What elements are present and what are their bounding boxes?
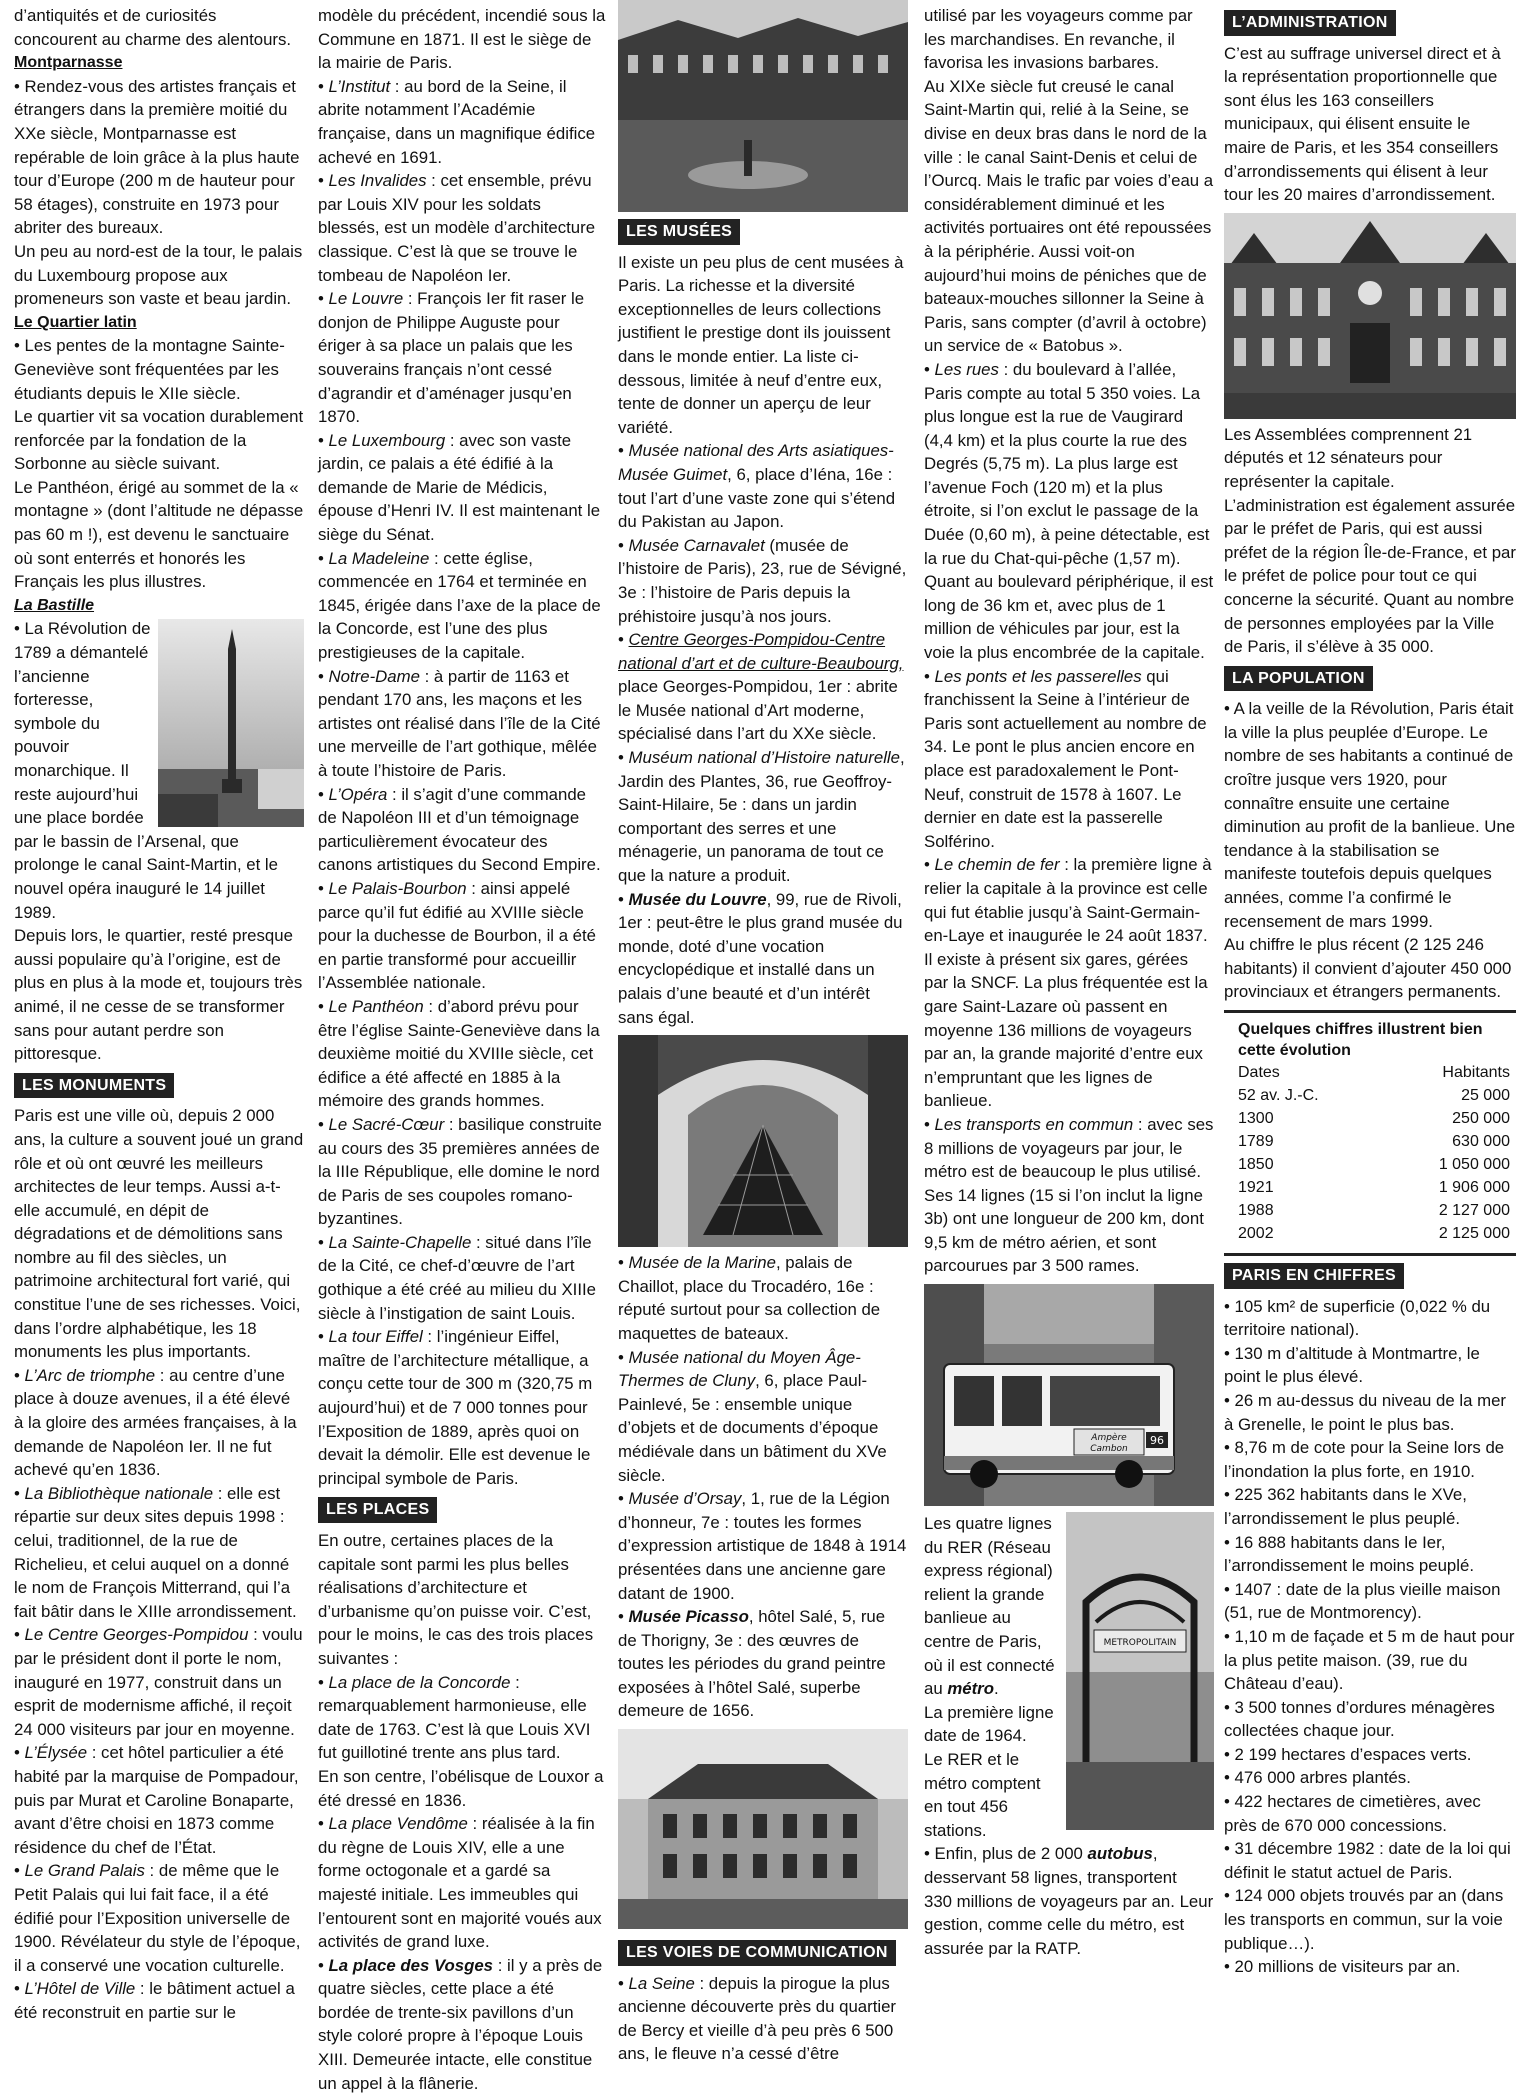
list-item: • 16 888 habitants dans le Ier, l’arrondissement le moins peuplé.	[1224, 1532, 1474, 1576]
monument-pantheon: • Le Panthéon : d’abord prévu pour être l’église Sainte-Geneviève dans la deuxième moitié du XVIIIe siècle, cet édifice a été affecté en 1885 à la mémoire des grands hommes.	[318, 996, 600, 1111]
voie-transports: • Les transports en commun : avec ses 8 millions de voyageurs par jour, le métro est de beaucoup le plus utilisé. Ses 14 lignes (15 si l’on inclut la ligne 3b) ont une longueur de 200 km, dont 9,5 km de métro aérien, et sont parcourues par 3 500 rames.	[924, 1114, 1214, 1276]
monument-institut: • L’Institut : au bord de la Seine, il abrite notamment l’Académie française, dans un magnifique édifice achevé en 1691.	[318, 76, 596, 167]
rer-section	[924, 1512, 1214, 1960]
musee-louvre: • Musée du Louvre, 99, rue de Rivoli, 1er : peut-être le plus grand musée du monde, doté d’une vocation encyclopédique et installé dans un palais d’une beauté et d’un intérêt sans égal.	[618, 889, 903, 1027]
voie-rues: • Les rues : du boulevard à l’allée, Paris compte au total 5 350 voies. La plus longue est la rue de Vaugirard (4,4 km) et la plus courte la rue des Degrés (5,75 m). La plus large est l’avenue Foch (120 m) et la plus étroite, si l’on exclut le passage de la Duée (0,60 m), à peine détectable, est la rue du Chat-qui-pêche (1,57 m). Quant au boulevard périphérique, il est long de 36 km et, avec plus de 1 million de véhicules par jour, est la voie la plus encombrée de la capitale.	[924, 359, 1214, 663]
monument-luxembourg: • Le Luxembourg : avec son vaste jardin, ce palais a été édifié à la demande de Marie de Médicis, épouse d’Henri IV. Il est maintenant le siège du Sénat.	[318, 430, 601, 545]
places-intro: En outre, certaines places de la capitale sont parmi les plus belles réalisations d’architecture et d’urbanisme qu’on puisse voir. C’est, pour le moins, le cas des trois places suivantes :	[318, 1531, 594, 1668]
table-row	[1238, 1130, 1510, 1153]
population-text-2: Au chiffre le plus récent (2 125 246 habitants) il convient d’ajouter 450 000 provinciaux et étrangers permanents.	[1224, 935, 1512, 1002]
monument-elysee: • L’Élysée : cet hôtel particulier a été habité par la marquise de Pompadour, puis par Murat et Caroline Bonaparte, avant d’être choisi en 1873 comme résidence du chef de l’État.	[14, 1743, 299, 1857]
musee-histoire-naturelle: • Muséum national d’Histoire naturelle, Jardin des Plantes, 36, rue Geoffroy-Saint-Hilaire, 5e : dans un jardin comportant des serres et une ménagerie, un panorama de tout ce que la nature a produit.	[618, 748, 905, 886]
hotel-de-ville-photo	[1224, 213, 1516, 419]
bastille-text-2: Depuis lors, le quartier, resté presque aussi populaire qu’à l’origine, est de plus en plus à la mode et, toujours très animé, il ne cesse de se transformer sans pour autant perdre son pittoresque.	[14, 926, 303, 1064]
bastille-text: • La Révolution de 1789 a démantelé l’ancienne forteresse, symbole du pouvoir monarchique. Il reste aujourd’hui une place bordée par le bassin de l’Arsenal, que prolonge le canal Saint-Martin, et le nouvel opéra inauguré le 14 juillet 1989.	[14, 619, 278, 922]
monument-invalides: • Les Invalides : cet ensemble, prévu par Louis XIV pour les soldats blessés, est un modèle d’architecture classique. C’est là que se trouve le tombeau de Napoléon Ier.	[318, 171, 596, 285]
louvre-photo	[618, 1035, 908, 1247]
list-item: • 1,10 m de façade et 5 m de haut pour la plus petite maison. (39, rue du Château d’eau).	[1224, 1626, 1515, 1694]
monument-notre-dame: • Notre-Dame : à partir de 1163 et pendant 170 ans, les maçons et les artistes ont réalisé dans l’île de la Cité une merveille de l’art gothique, mêlée à toute l’histoire de Paris.	[318, 666, 601, 780]
list-item: • 26 m au-dessus du niveau de la mer à Grenelle, le point le plus bas.	[1224, 1390, 1506, 1434]
musee-guimet: • Musée national des Arts asiatiques-Musée Guimet, 6, place d’Iéna, 16e : tout l’art d’une vaste zone qui s’étend du Pakistan au Japon.	[618, 441, 896, 532]
table-cell-habitants: 2 125 000	[1438, 1225, 1510, 1242]
musee-pompidou: • Centre Georges-Pompidou-Centre national d’art et de culture-Beaubourg, place Georges-Pompidou, 1er : abrite le Musée national d’Art moderne, spécialisé dans l’art du XXe siècle.	[618, 630, 904, 744]
table-cell-habitants: 1 050 000	[1438, 1156, 1510, 1173]
montparnasse-text-2: Un peu au nord-est de la tour, le palais du Luxembourg propose aux promeneurs son vaste et beau jardin.	[14, 241, 303, 309]
list-item: • 3 500 tonnes d’ordures ménagères collectées chaque jour.	[1224, 1697, 1495, 1741]
voie-seine: • La Seine : depuis la pirogue la plus ancienne découverte près du quartier de Bercy et vieille d’à peu près 6 500 ans, le fleuve n’a cessé d’être	[618, 1973, 897, 2064]
table-header-row	[1238, 1061, 1510, 1084]
musee-marine: • Musée de la Marine, palais de Chaillot, place du Trocadéro, 16e : réputé surtout pour sa collection de maquettes de bateaux.	[618, 1253, 881, 1343]
column-2	[318, 4, 606, 2093]
rer-text-2: La première ligne date de 1964.	[924, 1702, 1054, 1746]
quartier-latin-heading: Le Quartier latin	[14, 313, 137, 331]
quartier-latin-text-2: Le quartier vit sa vocation durablement renforcée par la fondation de la Sorbonne au siècle suivant.	[14, 407, 304, 474]
bus-number: 96	[1150, 1434, 1164, 1448]
hotel-sale-photo	[618, 1729, 908, 1929]
rer-text-3: Le RER et le métro comptent en tout 456 stations.	[924, 1750, 1041, 1840]
voie-chemin-de-fer: • Le chemin de fer : la première ligne à relier la capitale à la province est celle qui fut établie jusqu’à Saint-Germain-en-Laye et inaugurée le 24 août 1837.	[924, 855, 1212, 946]
metro-sign: METROPOLITAIN	[1103, 1638, 1177, 1649]
administration-banner: L’ADMINISTRATION	[1224, 10, 1396, 36]
monument-tour-eiffel: • La tour Eiffel : l’ingénieur Eiffel, maître de l’architecture métallique, a conçu cette tour de 300 m (320,75 m aujourd’hui) et de 7 000 tonnes pour l’Exposition de 1889, après quoi on devait la démolir. Elle est devenue le principal symbole de Paris.	[318, 1327, 593, 1488]
metro-entrance-image	[1066, 1512, 1214, 1830]
intro-text: d’antiquités et de curiosités concourent au charme des alentours.	[14, 6, 292, 49]
monument-pompidou: • Le Centre Georges-Pompidou : voulu par le président dont il porte le nom, inauguré en 1977, construit dans un esprit de modernisme affiché, il reçoit 24 000 visiteurs par jour en moyenne.	[14, 1625, 303, 1739]
list-item: • 1407 : date de la plus vieille maison (51, rue de Montmorency).	[1224, 1579, 1501, 1623]
monuments-intro: Paris est une ville où, depuis 2 000 ans, la culture a souvent joué un grand rôle et où ont œuvré les meilleurs architectes de leur temps. Aussi a-t-elle accumulé, en dépit de dégradations et de démolitions sans nombre au fil des siècles, un patrimoine architectural fort varié, qui constitue l’une de ses richesses. Voici, dans l’ordre alphabétique, les 18 monuments les plus importants.	[14, 1106, 304, 1362]
monument-hotel-de-ville: • L’Hôtel de Ville : le bâtiment actuel a été reconstruit en partie sur le	[14, 1979, 295, 2022]
quartier-latin-text-3: Le Panthéon, érigé au sommet de la « montagne » (dont l’altitude ne dépasse pas 60 m !), est devenu le sanctuaire où sont enterrés et honorés les Français les plus illustres.	[14, 477, 304, 592]
place-vosges-image	[618, 0, 908, 212]
montparnasse-text: • Rendez-vous des artistes français et étrangers dans la première moitié du XXe siècle, Montparnasse est repérable de loin grâce à la plus haute tour d’Europe (200 m de hauteur pour 58 étages), construite en 1973 pour abriter des bureaux.	[14, 76, 300, 238]
seine-cont: utilisé par les voyageurs comme par les marchandises. En revanche, il favorisa les invasions barbares.	[924, 6, 1193, 73]
list-item: • 476 000 arbres plantés.	[1224, 1768, 1411, 1788]
hotel-de-ville-cont: modèle du précédent, incendié sous la Commune en 1871. Il est le siège de la mairie de Paris.	[318, 6, 606, 73]
rer-text-5: 330 millions de voyageurs par an. Leur gestion, comme celle du métro, est assurée par la RATP.	[924, 1891, 1214, 1958]
chiffres-list	[1224, 1295, 1516, 1979]
population-text: • A la veille de la Révolution, Paris était la ville la plus peuplée d’Europe. Le nombre de ses habitants a continué de croître jusque vers 1920, pour connaître ensuite une certaine diminution au profit de la banlieue. Une tendance à la stabilisation se manifeste toutefois depuis quelques années, comme l’a confirmé le recensement de mars 1999.	[1224, 699, 1516, 931]
list-item: • 422 hectares de cimetières, avec près de 670 000 concessions.	[1224, 1792, 1481, 1835]
hotel-de-ville-image	[1224, 213, 1516, 419]
monument-sacre-coeur: • Le Sacré-Cœur : basilique construite au cours des 35 premières années de la IIIe République, elle domine le nord de Paris de ses coupoles romano-byzantines.	[318, 1114, 602, 1229]
population-table-title: Quelques chiffres illustrent bien cette évolution	[1238, 1021, 1483, 1059]
table-cell-habitants: 25 000	[1461, 1087, 1510, 1104]
population-banner: LA POPULATION	[1224, 666, 1373, 692]
canal-text: Au XIXe siècle fut creusé le canal Saint-Martin qui, relié à la Seine, se divise en deux bras dans le nord de la ville : le canal Saint-Denis et celui de l’Ourcq. Mais le trafic par voies d’eau a considérablement diminué et les activités portuaires ont été repoussées à la périphérie. Aussi voit-on aujourd’hui moins de péniches que de bateaux-mouches sillonner la Seine à Paris, sans compter (d’avril à octobre) un service de « Batobus ».	[924, 76, 1214, 356]
column-1	[14, 4, 304, 2058]
table-cell-habitants: 250 000	[1452, 1110, 1510, 1127]
table-row	[1238, 1222, 1510, 1245]
musees-intro: Il existe un peu plus de cent musées à Paris. La richesse et la diversité exceptionnelles de leurs collections justifient le prestige dont ils jouissent dans le monde entier. La liste ci-dessous, limitée à neuf d’entre eux, tente de donner un aperçu de leur variété.	[618, 252, 904, 437]
list-item: • 2 199 hectares d’espaces verts.	[1224, 1744, 1472, 1764]
place-concorde: • La place de la Concorde : remarquablement harmonieuse, elle date de 1763. C’est là que Louis XVI fut guillotiné trente ans plus tard.	[318, 1672, 591, 1763]
table-header-cell: Dates	[1238, 1064, 1280, 1081]
monument-madeleine: • La Madeleine : cette église, commencée en 1764 et terminée en 1845, érigée dans l’axe de la place de la Concorde, est l’une des plus prestigieuses de la capitale.	[318, 548, 601, 663]
bus-sign-line-2: Cambon	[1090, 1444, 1128, 1455]
voie-ponts: • Les ponts et les passerelles qui franchissent la Seine à l’intérieur de Paris sont actuellement au nombre de 34. Le pont le plus ancien encore en place est paradoxalement le Pont- Neuf, construit de 1578 à 1607. Le dernier en date est la passerelle Solférino.	[924, 666, 1207, 851]
voie-chemin-de-fer-2: Il existe à présent six gares, gérées par la SNCF. La plus fréquentée est la gare Saint-Lazare où passent en moyenne 136 millions de voyageurs par an, la grande majorité d’entre eux n’empruntant que les lignes de banlieue.	[924, 949, 1208, 1111]
musee-cluny: • Musée national du Moyen Âge-Thermes de Cluny, 6, place Paul-Painlevé, 5e : ensemble unique d’objets et de documents d’époque médiévale dans un bâtiment du XVe siècle.	[618, 1347, 887, 1485]
list-item: • 124 000 objets trouvés par an (dans les transports en commun, sur la voie publique…).	[1224, 1886, 1504, 1953]
place-vendome: • La place Vendôme : réalisée à la fin du règne de Louis XIV, elle a une forme octogonale et a gardé sa majesté initiale. Les immeubles qui l’entourent sont en majorité voués aux activités de grand luxe.	[318, 1814, 602, 1952]
list-item: • 8,76 m de cote pour la Seine lors de l’inondation la plus forte, en 1910.	[1224, 1438, 1505, 1481]
places-banner: LES PLACES	[318, 1497, 437, 1523]
table-cell-habitants: 630 000	[1452, 1133, 1510, 1150]
table-cell-date: 2002	[1238, 1225, 1274, 1242]
musees-banner: LES MUSÉES	[618, 219, 740, 245]
montparnasse-heading: Montparnasse	[14, 54, 123, 72]
monument-louvre: • Le Louvre : François Ier fit raser le donjon de Philippe Auguste pour ériger à sa place un palais que les souverains français n’ont cessé d’agrandir et d’aménager jusqu’en 1870.	[318, 289, 585, 427]
bus-photo	[924, 1284, 1214, 1506]
column-5	[1224, 4, 1516, 2058]
list-item: • 31 décembre 1982 : date de la loi qui définit le statut actuel de Paris.	[1224, 1839, 1511, 1882]
administration-text: C’est au suffrage universel direct et à la représentation proportionnelle que sont élus les 163 conseillers municipaux, qui élisent ensuite le maire de Paris, et les 354 conseillers d’arrondissements qui élisent à leur tour les 20 maires d’arrondissement.	[1224, 43, 1501, 205]
population-table	[1238, 1061, 1510, 1245]
table-row	[1238, 1107, 1510, 1130]
list-item: • 20 millions de visiteurs par an.	[1224, 1957, 1461, 1977]
chiffres-banner: PARIS EN CHIFFRES	[1224, 1263, 1404, 1289]
rer-text-4: • Enfin, plus de 2 000 autobus, desservant 58 lignes, transportent	[924, 1844, 1177, 1887]
place-vosges: • La place des Vosges : il y a près de quatre siècles, cette place a été bordée de trente-six pavillons d’un style coloré propre à l’époque Louis XIII. Demeurée intacte, elle constitue un appel à la flânerie.	[318, 1955, 603, 2093]
table-row	[1238, 1153, 1510, 1176]
table-cell-habitants: 2 127 000	[1438, 1202, 1510, 1219]
rer-text-1: Les quatre lignes du RER (Réseau express régional) relient la grande banlieue au centre de Paris, où il est connecté au métro.	[924, 1514, 1055, 1699]
table-cell-date: 1921	[1238, 1179, 1274, 1196]
monument-palais-bourbon: • Le Palais-Bourbon : ainsi appelé parce qu’il fut édifié au XVIIIe siècle pour la duchesse de Bourbon, il a été en partie transformé pour accueillir l’Assemblée nationale.	[318, 878, 597, 993]
musee-picasso: • Musée Picasso, hôtel Salé, 5, rue de Thorigny, 3e : des œuvres de toutes les périodes du grand peintre exposées à l’hôtel Salé, superbe demeure de 1656.	[618, 1607, 886, 1721]
place-des-vosges-photo	[618, 0, 908, 212]
list-item: • 130 m d’altitude à Montmartre, le point le plus élevé.	[1224, 1343, 1480, 1387]
list-item: • 105 km² de superficie (0,022 % du territoire national).	[1224, 1296, 1491, 1340]
bus-sign-line-1: Ampère	[1091, 1433, 1127, 1444]
assemblees-text: Les Assemblées comprennent 21 députés et 12 sénateurs pour représenter la capitale.	[1224, 424, 1473, 491]
musee-orsay: • Musée d’Orsay, 1, rue de la Légion d’honneur, 7e : toutes les formes d’expression artistique de 1848 à 1914 présentées dans une ancienne gare datant de 1900.	[618, 1489, 907, 1603]
table-row	[1238, 1084, 1510, 1107]
louvre-pyramid-image	[618, 1035, 908, 1247]
bastille-photo	[158, 619, 304, 827]
bastille-column-image	[158, 619, 304, 827]
voies-banner: LES VOIES DE COMMUNICATION	[618, 1940, 896, 1966]
table-cell-date: 1300	[1238, 1110, 1274, 1127]
column-4	[924, 4, 1214, 2058]
hotel-sale-image	[618, 1729, 908, 1929]
metro-photo	[1066, 1512, 1214, 1830]
administration-text-2: L’administration est également assurée par le préfet de Paris, qui est aussi préfet de la région Île-de-France, et par le préfet de police pour tout ce qui concerne la sécurité. Quant au nombre de personnes employées par la Ville de Paris, il s’élève à 35 000.	[1224, 495, 1516, 657]
monuments-banner: LES MONUMENTS	[14, 1073, 174, 1099]
column-3	[618, 4, 908, 2064]
bus-image	[924, 1284, 1214, 1506]
monument-arc: • L’Arc de triomphe : au centre d’une place à douze avenues, il a été élevé à la gloire des armées françaises, à la demande de Napoléon Ier. Il ne fut achevé qu’en 1836.	[14, 1365, 297, 1480]
table-row	[1238, 1199, 1510, 1222]
bastille-heading: La Bastille	[14, 596, 95, 614]
table-cell-date: 1789	[1238, 1133, 1274, 1150]
table-cell-habitants: 1 906 000	[1438, 1179, 1510, 1196]
monument-bibliotheque: • La Bibliothèque nationale : elle est répartie sur deux sites depuis 1998 : celui, traditionnel, de la rue de Richelieu, et celui auquel on a donné le nom de François Mitterrand, qui l’a fait bâtir dans le XIIIe arrondissement.	[14, 1483, 297, 1621]
population-table-box	[1224, 1010, 1516, 1245]
monument-sainte-chapelle: • La Sainte-Chapelle : situé dans l’île de la Cité, ce chef-d’œuvre de l’art gothique a été créé au milieu du XIIIe siècle à l’instigation de saint Louis.	[318, 1232, 597, 1323]
monument-opera: • L’Opéra : il s’agit d’une commande de Napoléon III et d’un témoignage particulièrement évocateur des canons artistiques du Second Empire.	[318, 784, 601, 875]
table-cell-date: 1850	[1238, 1156, 1274, 1173]
quartier-latin-text: • Les pentes de la montagne Sainte-Geneviève sont fréquentées par les étudiants depuis le XIIe siècle.	[14, 336, 285, 403]
musee-carnavalet: • Musée Carnavalet (musée de l’histoire de Paris), 23, rue de Sévigné, 3e : l’histoire de Paris depuis la préhistoire jusqu’à nos jours.	[618, 535, 907, 626]
table-cell-date: 52 av. J.-C.	[1238, 1087, 1319, 1104]
monument-grand-palais: • Le Grand Palais : de même que le Petit Palais qui lui fait face, il a été édifié pour l’Exposition universelle de 1900. Révélateur du style de l’époque, il a conservé une vocation culturelle.	[14, 1861, 301, 1975]
table-row	[1238, 1176, 1510, 1199]
table-header-cell: Habitants	[1442, 1064, 1510, 1081]
list-item: • 225 362 habitants dans le XVe, l’arrondissement le plus peuplé.	[1224, 1485, 1467, 1528]
place-concorde-2: En son centre, l’obélisque de Louxor a été dressé en 1836.	[318, 1766, 604, 1810]
table-cell-date: 1988	[1238, 1202, 1274, 1219]
